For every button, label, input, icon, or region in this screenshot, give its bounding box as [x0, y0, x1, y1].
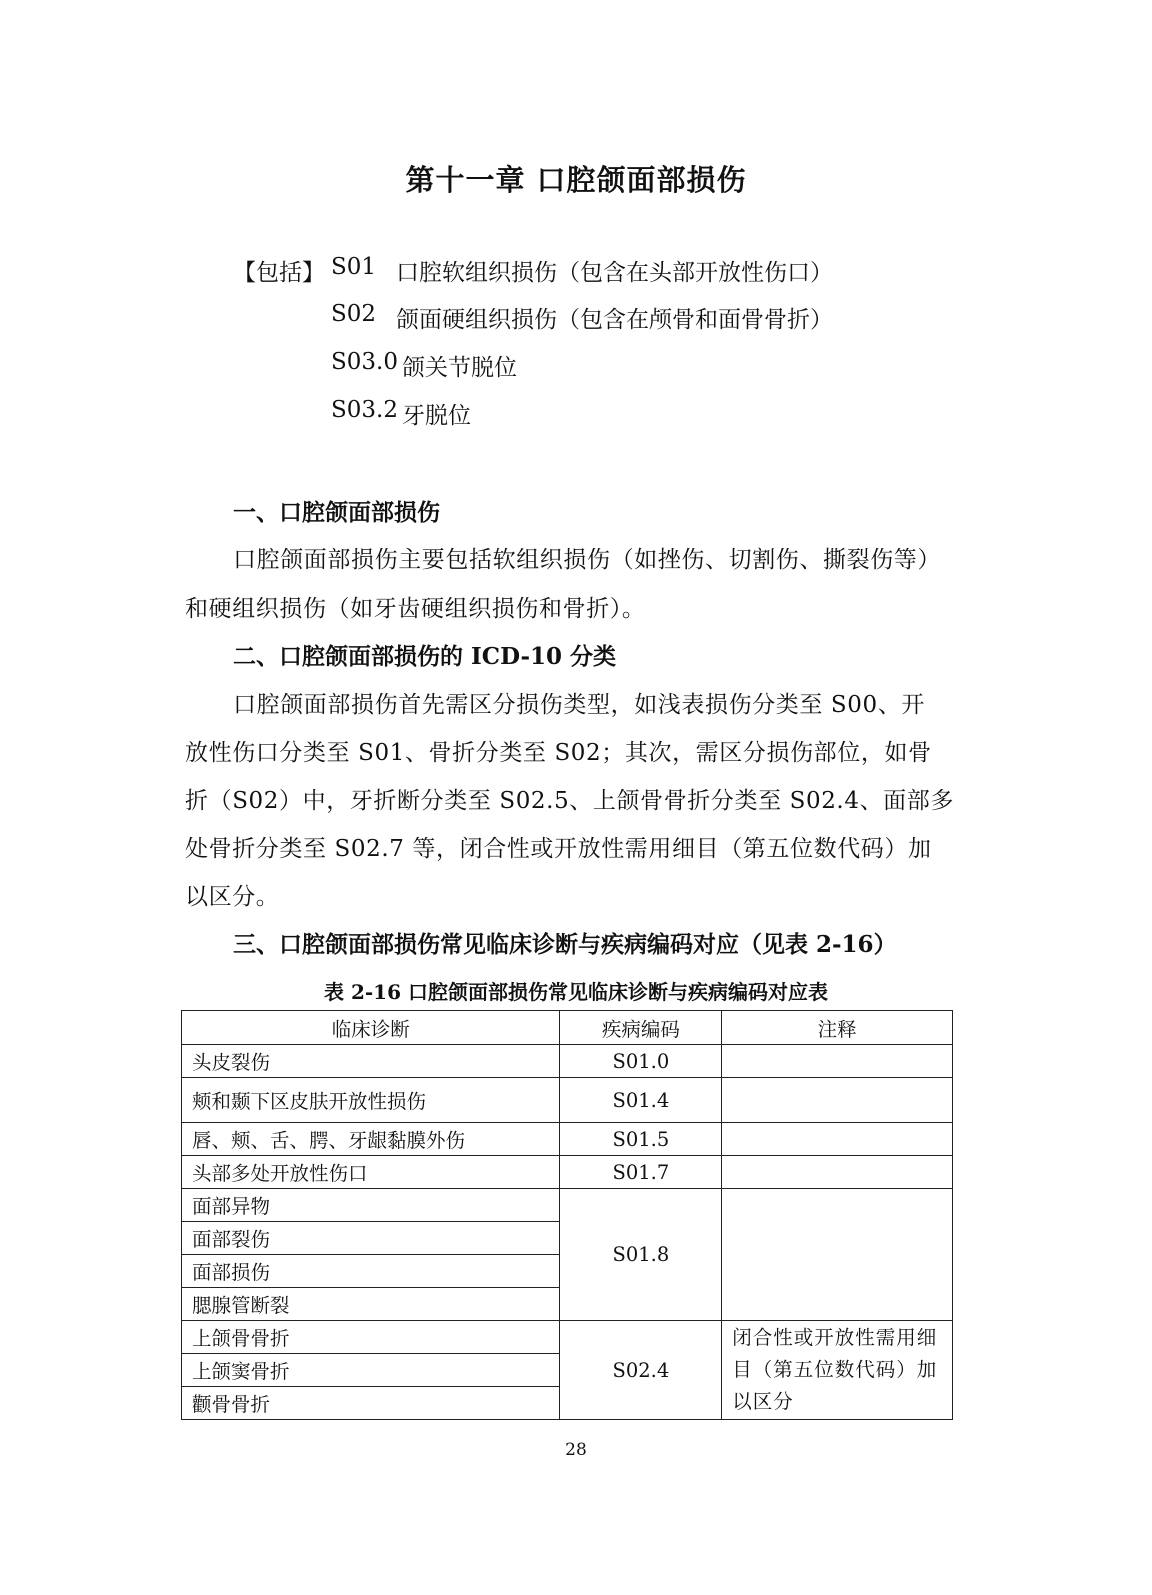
- diagnosis-code-table: [181, 1010, 953, 1420]
- column-header: 临床诊断: [182, 1011, 560, 1045]
- include-text: 颌面硬组织损伤（包含在颅骨和面骨骨折）: [396, 307, 833, 333]
- include-text: 牙脱位: [402, 403, 471, 429]
- paragraph-line: 处骨折分类至 S02.7 等，闭合性或开放性需用细目（第五位数代码）加: [185, 836, 932, 862]
- include-code: S01: [331, 254, 377, 280]
- note-cell: [722, 1156, 953, 1189]
- note-cell: 闭合性或开放性需用细目（第五位数代码）加以区分: [722, 1321, 953, 1420]
- table-row: [182, 1045, 953, 1078]
- table-row: [182, 1189, 953, 1222]
- section-heading: 一、口腔颌面部损伤: [233, 499, 440, 526]
- diagnosis-cell: 颊和颞下区皮肤开放性损伤: [182, 1078, 560, 1123]
- paragraph-line: 口腔颌面部损伤首先需区分损伤类型，如浅表损伤分类至 S00、开: [233, 692, 925, 718]
- table-header-row: [182, 1011, 953, 1045]
- include-code: S02: [331, 301, 377, 327]
- column-header: 疾病编码: [560, 1011, 722, 1045]
- section-heading: 三、口腔颌面部损伤常见临床诊断与疾病编码对应（见表 2-16）: [233, 931, 897, 958]
- code-cell: S01.4: [560, 1078, 722, 1123]
- diagnosis-cell: 头皮裂伤: [182, 1045, 560, 1078]
- table-row: [182, 1156, 953, 1189]
- include-code: S03.0: [331, 349, 398, 375]
- chapter-title: 第十一章 口腔颌面部损伤: [405, 163, 747, 197]
- table-row: [182, 1078, 953, 1123]
- diagnosis-cell: 面部损伤: [182, 1255, 560, 1288]
- paragraph-line: 以区分。: [185, 884, 280, 910]
- note-cell: [722, 1189, 953, 1321]
- includes-label: 【包括】: [233, 260, 325, 286]
- diagnosis-cell: 面部异物: [182, 1189, 560, 1222]
- code-cell: S01.7: [560, 1156, 722, 1189]
- diagnosis-cell: 唇、颊、舌、腭、牙龈黏膜外伤: [182, 1123, 560, 1156]
- code-cell: S01.5: [560, 1123, 722, 1156]
- diagnosis-cell: 颧骨骨折: [182, 1387, 560, 1420]
- diagnosis-cell: 腮腺管断裂: [182, 1288, 560, 1321]
- include-text: 颌关节脱位: [402, 355, 517, 381]
- note-cell: [722, 1078, 953, 1123]
- paragraph-line: 和硬组织损伤（如牙齿硬组织损伤和骨折）。: [185, 596, 646, 622]
- code-cell: S01.8: [560, 1189, 722, 1321]
- paragraph-line: 口腔颌面部损伤主要包括软组织损伤（如挫伤、切割伤、撕裂伤等）: [233, 547, 941, 573]
- paragraph-line: 放性伤口分类至 S01、骨折分类至 S02；其次，需区分损伤部位，如骨: [185, 740, 932, 766]
- table-row: [182, 1321, 953, 1354]
- code-cell: S02.4: [560, 1321, 722, 1420]
- include-text: 口腔软组织损伤（包含在头部开放性伤口）: [396, 260, 833, 286]
- table-caption: 表 2-16 口腔颌面部损伤常见临床诊断与疾病编码对应表: [324, 980, 828, 1004]
- code-cell: S01.0: [560, 1045, 722, 1078]
- include-code: S03.2: [331, 397, 398, 423]
- paragraph-line: 折（S02）中，牙折断分类至 S02.5、上颌骨骨折分类至 S02.4、面部多: [185, 788, 954, 814]
- note-cell: [722, 1123, 953, 1156]
- diagnosis-cell: 上颌窦骨折: [182, 1354, 560, 1387]
- table-row: [182, 1123, 953, 1156]
- diagnosis-cell: 头部多处开放性伤口: [182, 1156, 560, 1189]
- diagnosis-cell: 面部裂伤: [182, 1222, 560, 1255]
- diagnosis-cell: 上颌骨骨折: [182, 1321, 560, 1354]
- page-number: 28: [565, 1440, 587, 1460]
- column-header: 注释: [722, 1011, 953, 1045]
- note-cell: [722, 1045, 953, 1078]
- section-heading: 二、口腔颌面部损伤的 ICD-10 分类: [233, 643, 617, 670]
